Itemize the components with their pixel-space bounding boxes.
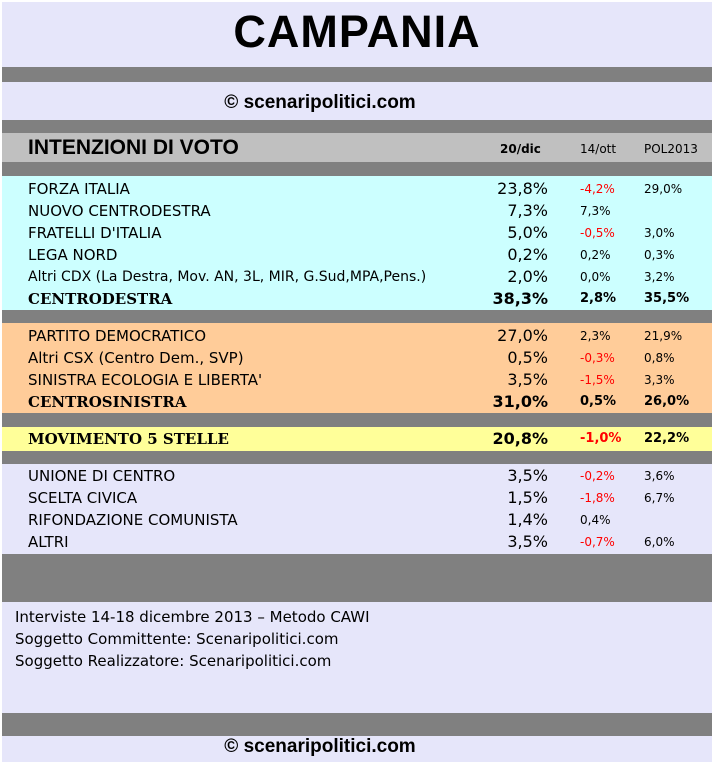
poll-table bbox=[2, 2, 712, 762]
vote-value: 3,5% bbox=[507, 466, 548, 485]
party-label: LEGA NORD bbox=[28, 246, 118, 264]
survey-notes bbox=[15, 606, 370, 672]
pol2013-value: 6,7% bbox=[644, 491, 675, 505]
vote-value: 5,0% bbox=[507, 223, 548, 242]
party-label: FORZA ITALIA bbox=[28, 180, 130, 198]
vote-value: 31,0% bbox=[492, 392, 548, 411]
party-row bbox=[2, 509, 712, 531]
party-row bbox=[2, 222, 712, 244]
column-header-previous: 14/ott bbox=[580, 142, 617, 156]
change-value: 2,8% bbox=[580, 291, 617, 306]
party-label: NUOVO CENTRODESTRA bbox=[28, 202, 211, 220]
party-label: FRATELLI D'ITALIA bbox=[28, 224, 162, 242]
pol2013-value: 29,0% bbox=[644, 182, 683, 196]
party-label: SCELTA CIVICA bbox=[28, 489, 138, 507]
party-row bbox=[2, 465, 712, 487]
vote-value: 7,3% bbox=[507, 201, 548, 220]
party-row bbox=[2, 369, 712, 391]
pol2013-value: 0,8% bbox=[644, 351, 675, 365]
pol2013-value: 21,9% bbox=[644, 329, 683, 343]
pol2013-value: 26,0% bbox=[644, 394, 690, 409]
pol2013-value: 3,3% bbox=[644, 373, 675, 387]
party-label: ALTRI bbox=[28, 533, 69, 551]
party-row bbox=[2, 178, 712, 200]
separator-band bbox=[2, 310, 712, 323]
change-value: -0,2% bbox=[580, 469, 615, 483]
party-row bbox=[2, 531, 712, 553]
separator-band bbox=[2, 67, 712, 82]
party-label: CENTROSINISTRA bbox=[28, 393, 187, 411]
m5s-block bbox=[2, 427, 712, 451]
party-label: RIFONDAZIONE COMUNISTA bbox=[28, 511, 238, 529]
change-value: -0,3% bbox=[580, 351, 615, 365]
separator-band bbox=[2, 162, 712, 176]
change-value: -1,0% bbox=[580, 431, 622, 446]
vote-value: 3,5% bbox=[507, 370, 548, 389]
vote-value: 20,8% bbox=[492, 429, 548, 448]
party-row bbox=[2, 487, 712, 509]
pol2013-value: 0,3% bbox=[644, 248, 675, 262]
change-value: 0,0% bbox=[580, 270, 611, 284]
change-value: 0,5% bbox=[580, 394, 617, 409]
pol2013-value: 6,0% bbox=[644, 535, 675, 549]
total-row bbox=[2, 288, 712, 310]
separator-band bbox=[2, 413, 712, 427]
party-row bbox=[2, 266, 712, 288]
vote-value: 1,5% bbox=[507, 488, 548, 507]
change-value: -4,2% bbox=[580, 182, 615, 196]
party-label: CENTRODESTRA bbox=[28, 290, 173, 308]
total-row bbox=[2, 428, 712, 450]
note-line: Soggetto Realizzatore: Scenaripolitici.com bbox=[15, 652, 332, 670]
note-line: Interviste 14-18 dicembre 2013 – Metodo CAWI bbox=[15, 608, 370, 626]
pol2013-value: 35,5% bbox=[644, 291, 690, 306]
others-block bbox=[2, 464, 712, 554]
section-title: INTENZIONI DI VOTO bbox=[28, 136, 239, 159]
party-row bbox=[2, 325, 712, 347]
change-value: -0,7% bbox=[580, 535, 615, 549]
pol2013-value: 3,0% bbox=[644, 226, 675, 240]
vote-value: 3,5% bbox=[507, 532, 548, 551]
copyright-bottom: © scenaripolitici.com bbox=[224, 736, 416, 757]
vote-value: 27,0% bbox=[497, 326, 548, 345]
separator-band bbox=[2, 713, 712, 736]
change-value: 0,2% bbox=[580, 248, 611, 262]
separator-band bbox=[2, 451, 712, 464]
party-label: Altri CDX (La Destra, Mov. AN, 3L, MIR, G.Sud,MPA,Pens.) bbox=[28, 269, 427, 285]
vote-value: 38,3% bbox=[492, 289, 548, 308]
change-value: -1,8% bbox=[580, 491, 615, 505]
column-header-current: 20/dic bbox=[500, 142, 541, 156]
page-title: CAMPANIA bbox=[233, 6, 481, 57]
party-label: UNIONE DI CENTRO bbox=[28, 467, 176, 485]
separator-band bbox=[2, 554, 712, 602]
pol2013-value: 22,2% bbox=[644, 431, 690, 446]
party-row bbox=[2, 347, 712, 369]
vote-value: 0,5% bbox=[507, 348, 548, 367]
change-value: 2,3% bbox=[580, 329, 611, 343]
change-value: 7,3% bbox=[580, 204, 611, 218]
party-label: MOVIMENTO 5 STELLE bbox=[28, 430, 229, 448]
party-label: PARTITO DEMOCRATICO bbox=[28, 327, 207, 345]
vote-value: 1,4% bbox=[507, 510, 548, 529]
change-value: -1,5% bbox=[580, 373, 615, 387]
separator-band bbox=[2, 120, 712, 133]
change-value: -0,5% bbox=[580, 226, 615, 240]
note-line: Soggetto Committente: Scenaripolitici.com bbox=[15, 630, 339, 648]
vote-value: 2,0% bbox=[507, 267, 548, 286]
pol2013-value: 3,6% bbox=[644, 469, 675, 483]
party-row bbox=[2, 200, 712, 222]
copyright-top: © scenaripolitici.com bbox=[224, 92, 416, 113]
centrodestra-block bbox=[2, 176, 712, 310]
total-row bbox=[2, 391, 712, 413]
party-label: Altri CSX (Centro Dem., SVP) bbox=[28, 349, 244, 367]
party-label: SINISTRA ECOLOGIA E LIBERTA' bbox=[28, 371, 263, 389]
centrosinistra-block bbox=[2, 323, 712, 413]
party-row bbox=[2, 244, 712, 266]
vote-value: 23,8% bbox=[497, 179, 548, 198]
vote-value: 0,2% bbox=[507, 245, 548, 264]
pol2013-value: 3,2% bbox=[644, 270, 675, 284]
column-header-pol2013: POL2013 bbox=[644, 142, 698, 156]
change-value: 0,4% bbox=[580, 513, 611, 527]
